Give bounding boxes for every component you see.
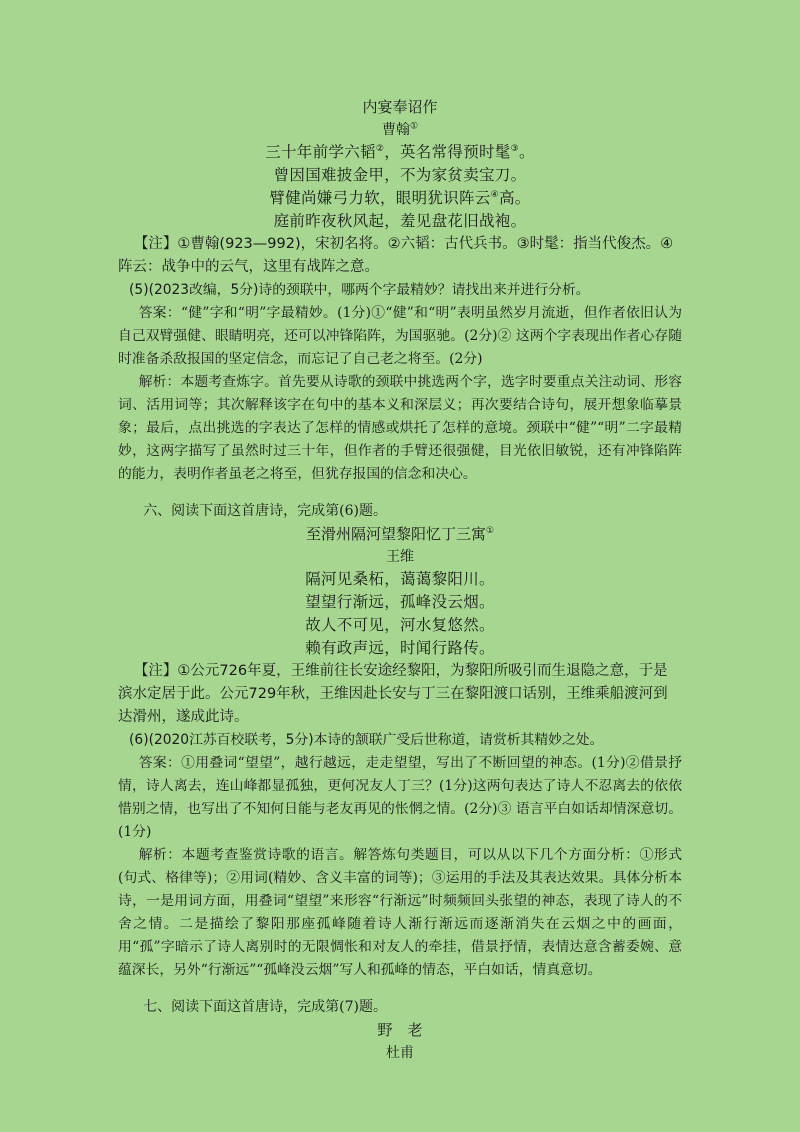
section7-poem-title: 野 老	[377, 1021, 423, 1039]
poem1-title: 内宴奉诏作	[362, 98, 438, 116]
section6-heading: 六、阅读下面这首唐诗，完成第(6)题。	[143, 503, 388, 519]
poem-title-text: 至滑州隔河望黎阳忆丁三寓	[305, 525, 486, 543]
question-text: 本诗的颔联广受后世称道，请赏析其精妙之处。	[313, 732, 604, 748]
section6-line-2: 望望行渐远，孤峰没云烟。	[305, 593, 495, 611]
poem1-line-3	[118, 187, 682, 210]
answer-label: 答案：	[138, 305, 181, 321]
section7-heading: 七、阅读下面这首唐诗，完成第(7)题。	[143, 999, 388, 1015]
poem1-line-2	[118, 164, 682, 187]
footnote-marker: ③	[510, 143, 519, 154]
section6-line-4: 赖有政声远，时闻行路传。	[305, 639, 495, 657]
poem-text: 曾因国难披金甲，不为家贫卖宝刀。	[273, 166, 527, 184]
analysis-text: 本题考查炼字。首先要从诗歌的颈联中挑选两个字，选字时要重点关注动词、形容词、活用词等；其次解释该字在句中的基本义和深层义；再次要结合诗句，展开想象临摹景象；最后，点出挑选的字表达了怎样的情感或烘托了怎样的意境。颈联中“健”“明”二字最精妙，这两字描写了虽然时过三十年，但作者的手臂还很强健，目光依旧敏锐，还有冲锋陷阵的能力，表明作者虽老之将至，但犹存报国的信念和决心。	[118, 374, 683, 482]
poem-text: 。	[518, 143, 535, 161]
section6-poem-title	[118, 523, 682, 546]
question-text: 诗的颈联中，哪两个字最精妙？请找出来并进行分析。	[258, 282, 590, 298]
footnote-marker: ④	[490, 189, 499, 200]
section6-poem-author: 王维	[386, 549, 414, 565]
section6-answer	[118, 752, 682, 844]
analysis-label: 解析：	[138, 374, 181, 390]
poem1-line-4	[118, 210, 682, 233]
answer-text: “健”字和“明”字最精妙。(1分)①“健”和“明”表明虽然岁月流逝，但作者依旧认为自己双臂强健、眼睛明亮，还可以冲锋陷阵，为国驱驰。(2分)② 这两个字表现出作者心存随时准备杀敌报国的坚定信念，而忘记了自己老之将至。(2分)	[118, 305, 683, 367]
section6-line-1: 隔河见桑柘，蔼蔼黎阳川。	[305, 570, 495, 588]
section6-analysis	[118, 844, 682, 982]
poem-text: 高。	[498, 189, 531, 207]
poem-text: 三十年前学六韬	[265, 143, 376, 161]
analysis-text: 本题考查鉴赏诗歌的语言。解答炼句类题目，可以从以下几个方面分析：①形式(句式、格律等)；②用词(精妙、含义丰富的词等)；③运用的手法及其表达效果。具体分析本诗，一是用词方面，用叠词“望望”来形容“行渐远”时频频回头张望的神态，表现了诗人的不舍之情。二是描绘了黎阳那座孤峰随着诗人渐行渐远而逐渐消失在云烟之中的画面，用“孤”字暗示了诗人离别时的无限惆怅和对友人的牵挂，借景抒情，表情达意含蓄委婉、意蕴深长，另外“行渐远”“孤峰没云烟”写人和孤峰的情态，平白如话，情真意切。	[118, 847, 683, 978]
poem-text: 庭前昨夜秋风起，羞见盘花旧战袍。	[273, 212, 527, 230]
footnote-marker: ①	[485, 526, 495, 536]
poem-text: 臂健尚嫌弓力软，眼明犹识阵云	[269, 189, 491, 207]
poem1-analysis	[118, 371, 682, 486]
poem1-author-name: 曹翰	[381, 122, 410, 138]
poem1-note: 【注】①曹翰(923—992)，宋初名将。②六韬：古代兵书。③时髦：指当代俊杰。④阵云：战争中的云气，这里有战阵之意。	[118, 236, 674, 275]
answer-label: 答案：	[138, 755, 182, 771]
poem-text: ，英名常得预时髦	[384, 143, 511, 161]
section6-note: 【注】①公元726年夏，王维前往长安途经黎阳，为黎阳所吸引而生退隐之意，于是滨水定居于此。公元729年秋，王维因赴长安与丁三在黎阳渡口话别，王维乘船渡河到达滑州，遂成此诗。	[118, 663, 668, 725]
footnote-marker: ②	[375, 143, 385, 154]
answer-text: ①用叠词“望望”，越行越远，走走望望，写出了不断回望的神态。(1分)②借景抒情，诗人离去，连山峰都显孤独，更何况友人丁三？(1分)这两句表达了诗人不忍离去的依依惜别之情，也写出了不知何日能与老友再见的怅惘之情。(2分)③ 语言平白如话却情深意切。(1分)	[118, 755, 682, 840]
poem1-question	[118, 279, 682, 302]
footnote-marker: ①	[409, 121, 419, 132]
question-tag: (6)(2020江苏百校联考，5分)	[129, 732, 314, 748]
poem1-answer	[118, 302, 682, 371]
section7-poem-author: 杜甫	[386, 1045, 414, 1061]
poem1-line-1	[118, 141, 682, 164]
poem1-author	[118, 119, 682, 141]
section6-line-3: 故人不可见，河水复悠然。	[305, 616, 495, 634]
section6-question	[118, 729, 682, 752]
analysis-label: 解析：	[138, 847, 182, 863]
question-tag: (5)(2023改编，5分)	[129, 282, 259, 298]
